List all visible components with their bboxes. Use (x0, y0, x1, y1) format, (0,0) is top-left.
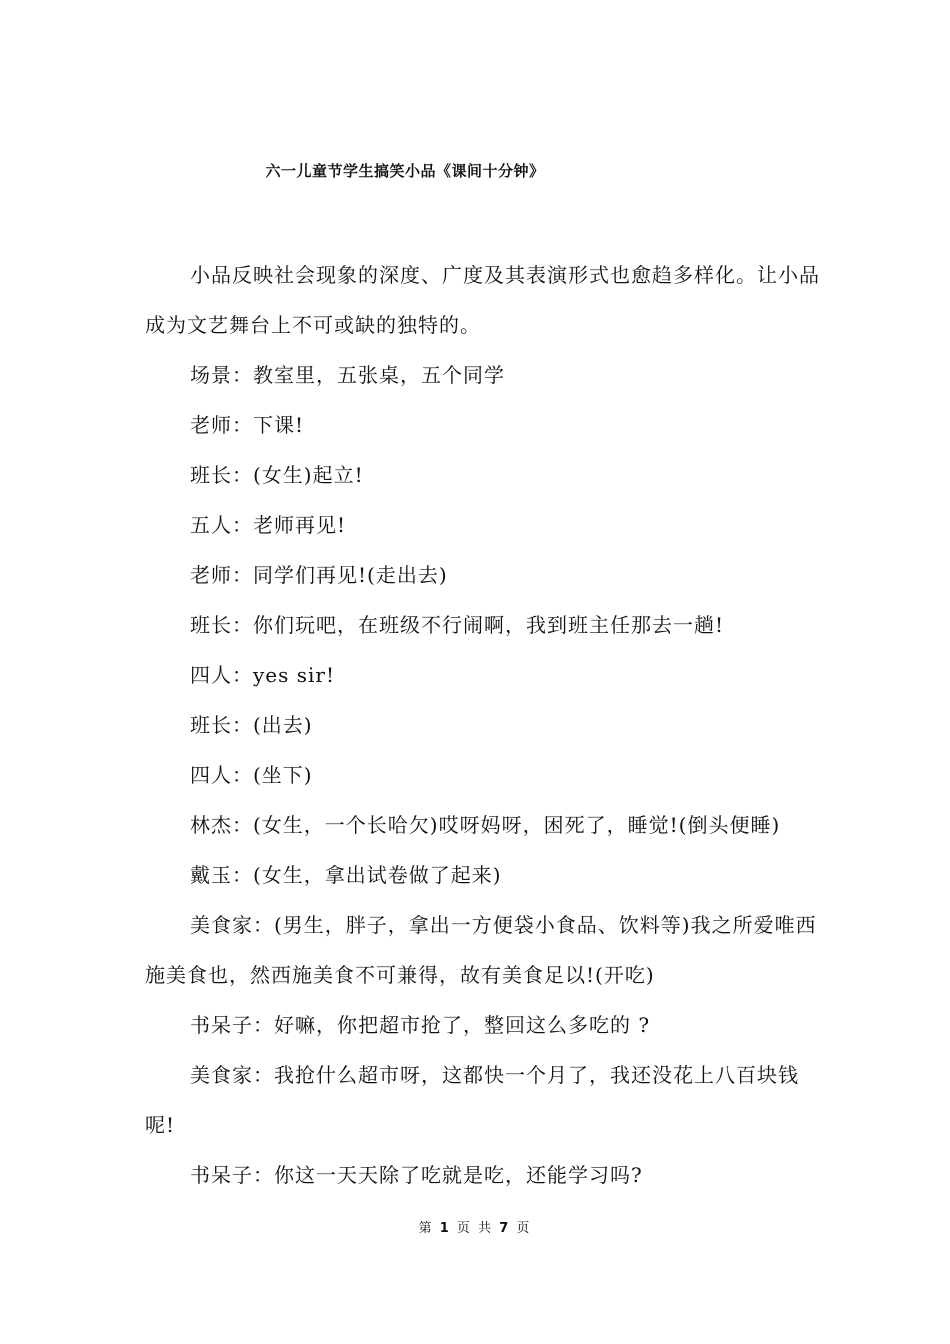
paragraph: 老师：同学们再见!(走出去) (190, 563, 448, 587)
paragraph: 四人：yes sir! (190, 663, 336, 687)
paragraph: 小品反映社会现象的深度、广度及其表演形式也愈趋多样化。让小品成为文艺舞台上不可或缺的独特的。 (145, 263, 820, 337)
paragraph: 四人：(坐下) (190, 763, 313, 787)
current-page-number: 1 (439, 1221, 451, 1236)
total-page-number: 7 (499, 1221, 511, 1236)
paragraph: 老师：下课! (190, 413, 305, 437)
paragraph: 美食家：(男生，胖子，拿出一方便袋小食品、饮料等)我之所爱唯西施美食也，然西施美食不可兼得，故有美食足以!(开吃) (145, 913, 817, 987)
paragraph: 班长：(出去) (190, 713, 313, 737)
paragraph: 书呆子：你这一天天除了吃就是吃，还能学习吗? (190, 1163, 643, 1187)
paragraph: 美食家：我抢什么超市呀，这都快一个月了，我还没花上八百块钱呢! (145, 1063, 799, 1137)
page-suffix: 页 (516, 1221, 532, 1236)
page-footer (0, 1217, 950, 1236)
paragraph: 班长：(女生)起立! (190, 463, 364, 487)
page-middle: 页 共 (456, 1221, 494, 1236)
paragraph: 五人：老师再见! (190, 513, 347, 537)
page-prefix: 第 (418, 1221, 434, 1236)
paragraph: 戴玉：(女生，拿出试卷做了起来) (190, 863, 502, 887)
paragraph: 书呆子：好嘛，你把超市抢了，整回这么多吃的 ? (190, 1013, 651, 1037)
paragraph: 林杰：(女生，一个长哈欠)哎呀妈呀，困死了，睡觉!(倒头便睡) (190, 813, 781, 837)
paragraph: 班长：你们玩吧，在班级不行闹啊，我到班主任那去一趟! (190, 613, 725, 637)
document-title: 六一儿童节学生搞笑小品《课间十分钟》 (265, 162, 545, 180)
document-body (145, 250, 825, 1200)
paragraph: 场景：教室里，五张桌，五个同学 (190, 363, 505, 387)
